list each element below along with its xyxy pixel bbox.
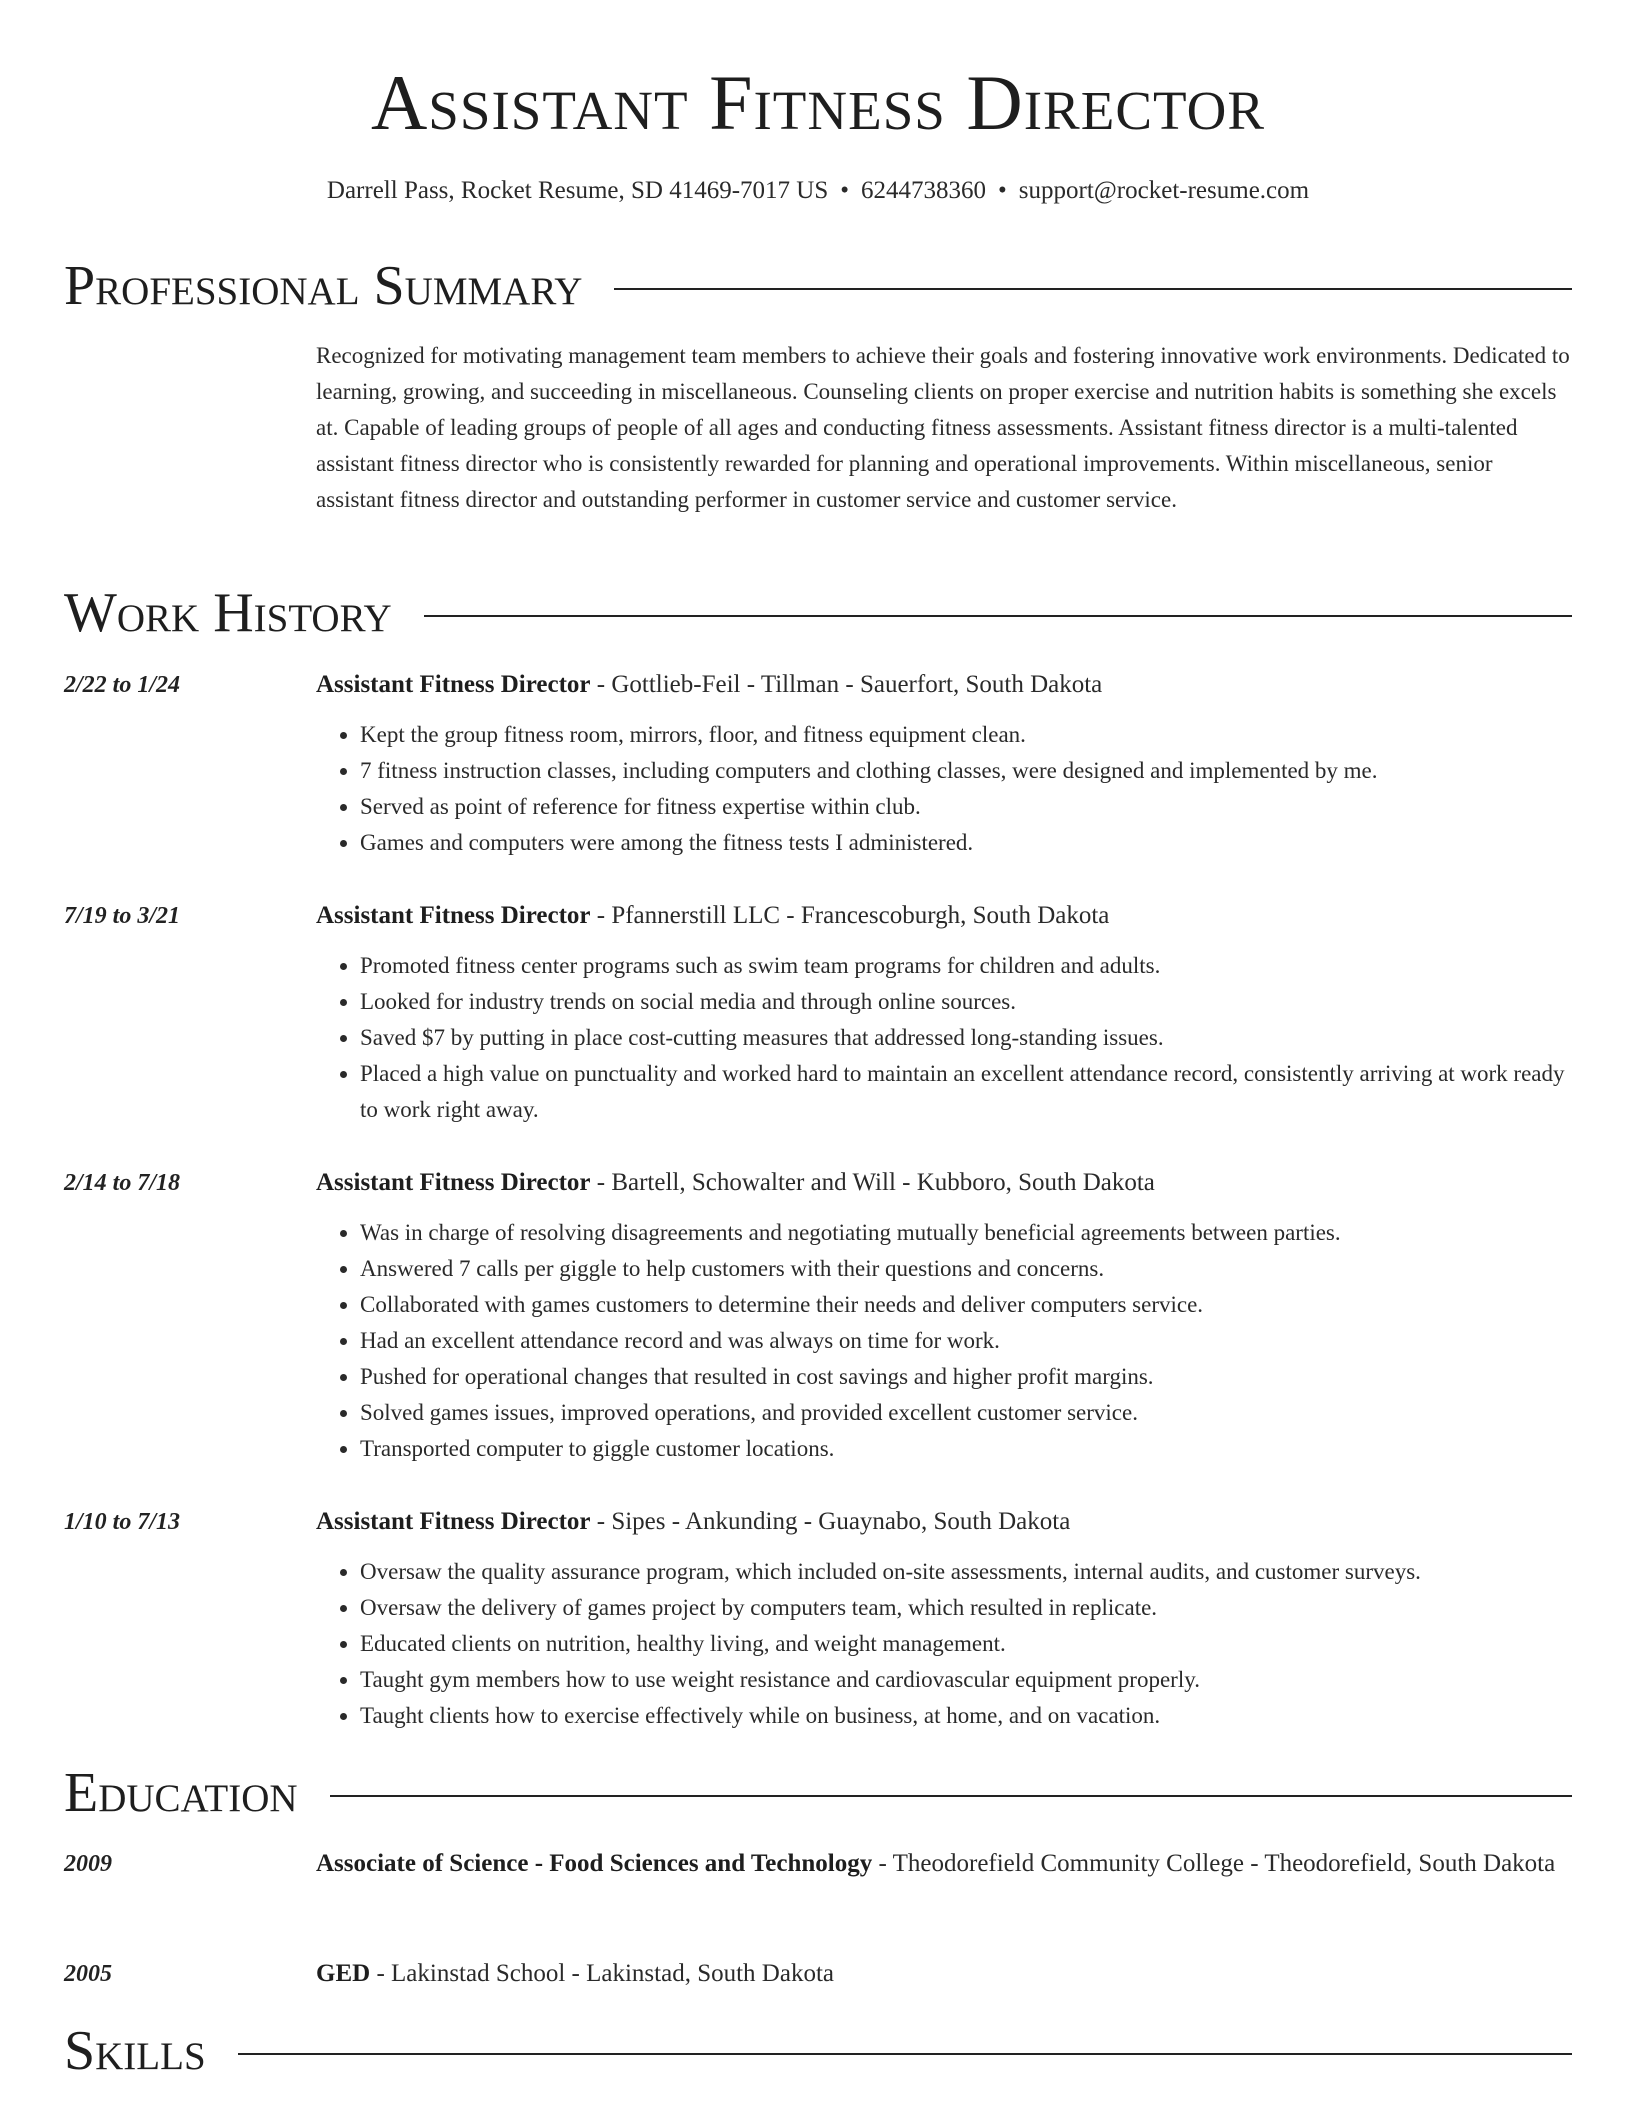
education-entry — [64, 1844, 1572, 1884]
work-bullet: • Taught gym members how to use weight resistance and cardiovascular equipment properly. — [360, 1662, 1572, 1698]
contact-separator: • — [840, 177, 850, 204]
education-details: - Lakinstad School - Lakinstad, South Dakota — [370, 1960, 834, 1987]
work-headline — [316, 896, 1572, 936]
work-headline — [316, 1163, 1572, 1203]
section-title-summary: Professional Summary — [64, 255, 583, 317]
contact-separator: • — [998, 177, 1007, 204]
work-bullet: • Was in charge of resolving disagreements and negotiating mutually beneficial agreements between parties. — [360, 1215, 1572, 1251]
education-headline — [316, 1954, 1572, 1994]
work-headline — [316, 665, 1572, 705]
resume-title: Assistant Fitness Director — [370, 59, 1266, 146]
job-details: - Pfannerstill LLC - Francescoburgh, South Dakota — [590, 902, 1110, 929]
section-header-education — [64, 1761, 1572, 1825]
work-entry — [64, 896, 1572, 1128]
work-bullet: • Placed a high value on punctuality and worked hard to maintain an excellent attendance record, consistently arriving at work ready to work right away. — [360, 1056, 1572, 1128]
work-bullet: • Pushed for operational changes that resulted in cost savings and higher profit margins. — [360, 1359, 1572, 1395]
work-bullet: • Saved $7 by putting in place cost-cutting measures that addressed long-standing issues. — [360, 1020, 1572, 1056]
work-entry — [64, 665, 1572, 861]
work-bullet: • Answered 7 calls per giggle to help customers with their questions and concerns. — [360, 1251, 1572, 1287]
job-details: - Sipes - Ankunding - Guaynabo, South Dakota — [590, 1508, 1071, 1535]
work-bullets — [316, 717, 1572, 861]
contact-email[interactable]: support@rocket-resume.com — [1018, 177, 1310, 204]
work-bullet: • Served as point of reference for fitness expertise within club. — [360, 789, 1572, 825]
work-bullets — [316, 1215, 1572, 1467]
work-entry — [64, 1502, 1572, 1734]
work-dates: 7/19 to 3/21 — [64, 903, 181, 929]
education-entry — [64, 1954, 1572, 1994]
section-divider — [238, 2053, 1572, 2055]
summary-text: Recognized for motivating management team members to achieve their goals and fostering innovative work environments. Dedicated to learning, growing, and succeeding in miscellaneous. Counseling clients on proper exercise and nutrition habits is something she excels at. Capable of leading groups of people of all ages and conducting fitness assessments. Assistant fitness director is a multi-talented assistant fitness director who is consistently rewarded for planning and operational improvements. Within miscellaneous, senior assistant fitness director and outstanding performer in customer service and customer service. — [316, 343, 1570, 512]
work-dates: 2/14 to 7/18 — [64, 1170, 181, 1196]
work-dates: 2/22 to 1/24 — [64, 672, 181, 698]
job-title: Assistant Fitness Director — [316, 671, 591, 698]
job-title: Assistant Fitness Director — [316, 902, 591, 929]
work-bullet: • Looked for industry trends on social media and through online sources. — [360, 984, 1572, 1020]
section-title-skills: Skills — [64, 2020, 206, 2082]
work-bullet: • Oversaw the quality assurance program, which included on-site assessments, internal audits, and customer surveys. — [360, 1554, 1572, 1590]
job-title: Assistant Fitness Director — [316, 1169, 591, 1196]
section-divider — [424, 615, 1572, 617]
work-bullet: • Promoted fitness center programs such as swim team programs for children and adults. — [360, 948, 1572, 984]
work-bullet: • Educated clients on nutrition, healthy living, and weight management. — [360, 1626, 1572, 1662]
degree: GED — [316, 1960, 371, 1987]
job-details: - Bartell, Schowalter and Will - Kubboro, South Dakota — [590, 1169, 1155, 1196]
degree: Associate of Science - Food Sciences and Technology — [316, 1850, 873, 1877]
work-bullets — [316, 948, 1572, 1128]
education-year: 2005 — [64, 1961, 112, 1987]
work-bullets — [316, 1554, 1572, 1734]
work-bullet: • Games and computers were among the fitness tests I administered. — [360, 825, 1572, 861]
section-title-work-history: Work History — [64, 582, 392, 644]
education-year: 2009 — [64, 1851, 112, 1877]
work-bullet: • Collaborated with games customers to determine their needs and deliver computers service. — [360, 1287, 1572, 1323]
work-headline — [316, 1502, 1572, 1542]
contact-line — [64, 174, 1572, 208]
work-bullet: • Oversaw the delivery of games project by computers team, which resulted in replicate. — [360, 1590, 1572, 1626]
work-dates: 1/10 to 7/13 — [64, 1509, 181, 1535]
section-header-work-history — [64, 581, 1572, 645]
section-divider — [614, 288, 1572, 290]
section-header-summary — [64, 254, 1572, 318]
work-bullet: • Had an excellent attendance record and was always on time for work. — [360, 1323, 1572, 1359]
work-bullet: • Kept the group fitness room, mirrors, floor, and fitness equipment clean. — [360, 717, 1572, 753]
work-bullet: • Taught clients how to exercise effectively while on business, at home, and on vacation. — [360, 1698, 1572, 1734]
section-header-skills — [64, 2019, 1572, 2083]
work-entry — [64, 1163, 1572, 1467]
contact-phone: 6244738360 — [861, 177, 987, 204]
job-title: Assistant Fitness Director — [316, 1508, 591, 1535]
work-bullet: • 7 fitness instruction classes, including computers and clothing classes, were designed and implemented by me. — [360, 753, 1572, 789]
section-title-education: Education — [64, 1762, 298, 1824]
contact-address: Darrell Pass, Rocket Resume, SD 41469-7017 US — [326, 177, 829, 204]
education-headline — [316, 1844, 1572, 1884]
education-details: - Theodorefield Community College - Theodorefield, South Dakota — [872, 1850, 1556, 1877]
section-divider — [330, 1795, 1572, 1797]
work-bullet: • Transported computer to giggle customer locations. — [360, 1431, 1572, 1467]
work-bullet: • Solved games issues, improved operations, and provided excellent customer service. — [360, 1395, 1572, 1431]
job-details: - Gottlieb-Feil - Tillman - Sauerfort, South Dakota — [590, 671, 1103, 698]
